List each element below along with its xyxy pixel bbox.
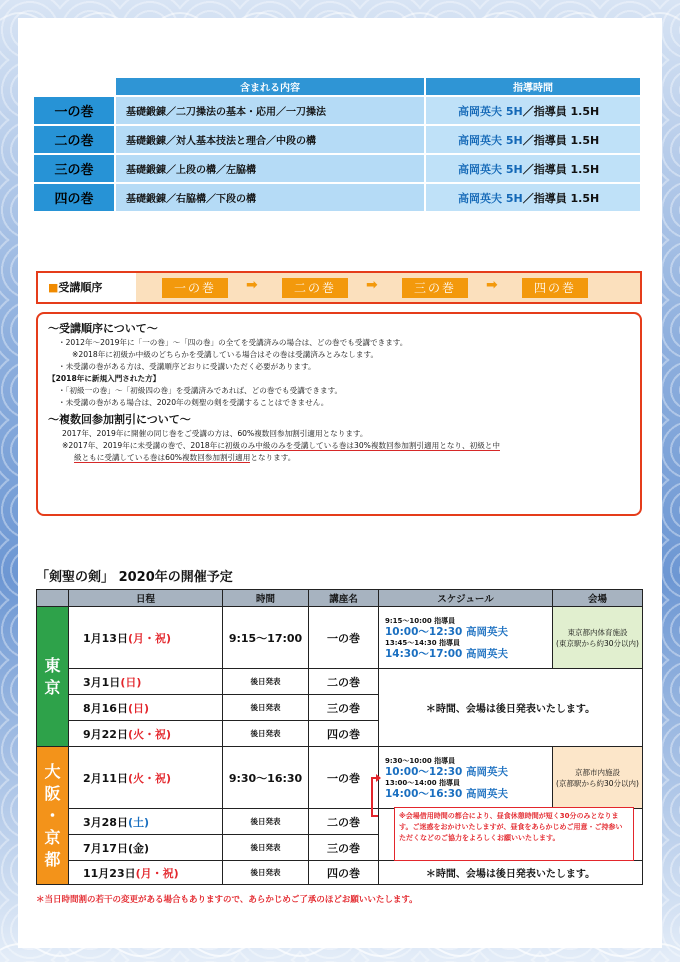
- callout-arrow-icon: [368, 772, 382, 818]
- volume-label: 四の巻: [33, 183, 115, 212]
- schedule-cell: 9:30～10:00 指導員 10:00～12:30 高岡英夫 13:00～14:00 指導員 14:00～16:30 高岡英夫: [379, 747, 553, 809]
- note-text: ・未受講の巻がある場合は、2020年の剣聖の剣を受講することはできません。: [58, 398, 329, 407]
- order-step-1: 一の巻: [162, 278, 228, 298]
- note-text: ※2018年に初級か中級のどちらかを受講している場合はその巻は受講済みとみなします。: [72, 350, 379, 359]
- order-step-4: 四の巻: [522, 278, 588, 298]
- volume-hours: [425, 183, 641, 212]
- volume-hours: [425, 154, 641, 183]
- volume-label: 二の巻: [33, 125, 115, 154]
- note-text: 級ともに受講している巻は60%複数回参加割引適用となります。: [74, 453, 296, 462]
- course-cell: 三の巻: [309, 695, 379, 721]
- schedule-title: 「剣聖の剣」 2020年の開催予定: [36, 570, 233, 585]
- header-schedule: スケジュール: [379, 590, 553, 607]
- volume-content: 基礎鍛錬／対人基本技法と理合／中段の構: [115, 125, 425, 154]
- volume-hours: [425, 96, 641, 125]
- date-cell: 3月28日(土): [69, 809, 223, 835]
- schedule-cell: 9:15～10:00 指導員 10:00～12:30 高岡英夫 13:45～14:30 指導員 14:30～17:00 高岡英夫: [379, 607, 553, 669]
- note-text: ・未受講の巻がある方は、受講順序どおりに受講いただく必要があります。: [58, 362, 316, 371]
- notes-box: [36, 312, 642, 516]
- contents-table: [32, 76, 642, 213]
- contents-row: [33, 183, 641, 212]
- course-order-band: [136, 273, 640, 302]
- course-cell: 一の巻: [309, 747, 379, 809]
- arrow-right-icon: ➡: [366, 277, 378, 293]
- assistant-hours: ／指導員 1.5H: [522, 133, 600, 147]
- table-row: [37, 607, 643, 669]
- underlined-text: 級ともに受講している巻は60%複数回参加割引適用: [74, 453, 251, 462]
- volume-label: 三の巻: [33, 154, 115, 183]
- table-row: [37, 861, 643, 885]
- course-order-label: ■受講順序: [48, 281, 103, 294]
- schedule-header-row: [37, 590, 643, 607]
- date-cell: 1月13日(月・祝): [69, 607, 223, 669]
- contents-row: [33, 96, 641, 125]
- contents-header-row: [33, 77, 641, 96]
- date-cell: 11月23日(月・祝): [69, 861, 223, 885]
- square-bullet-icon: ■: [48, 281, 59, 294]
- header-date: 日程: [69, 590, 223, 607]
- header-course: 講座名: [309, 590, 379, 607]
- volume-hours: [425, 125, 641, 154]
- footnote: ＊当日時間割の若干の変更がある場合もありますので、あらかじめご了承のほどお願いいたします。: [36, 895, 418, 905]
- note-text: ・「初級一の巻」～「初級四の巻」を受講済みであれば、どの巻でも受講できます。: [58, 386, 343, 395]
- contents-row: [33, 154, 641, 183]
- note-text: ・2012年～2019年に「一の巻」～「四の巻」の全てを受講済みの場合は、どの巻でも受講できます。: [58, 338, 408, 347]
- date-cell: 3月1日(日): [69, 669, 223, 695]
- wave-decoration-bottom: [0, 930, 680, 962]
- instructor-hours: 高岡英夫 5H: [458, 104, 523, 118]
- order-step-2: 二の巻: [282, 278, 348, 298]
- course-cell: 四の巻: [309, 721, 379, 747]
- city-tokyo: 東 京: [37, 607, 69, 747]
- header-venue: 会場: [553, 590, 643, 607]
- volume-content: 基礎鍛錬／二刀操法の基本・応用／一刀操法: [115, 96, 425, 125]
- course-cell: 二の巻: [309, 809, 379, 835]
- time-cell: 後日発表: [223, 835, 309, 861]
- course-cell: 三の巻: [309, 835, 379, 861]
- time-cell: 後日発表: [223, 695, 309, 721]
- contents-header-content: 含まれる内容: [115, 77, 425, 96]
- date-cell: 2月11日(火・祝): [69, 747, 223, 809]
- volume-content: 基礎鍛錬／上段の構／左脇構: [115, 154, 425, 183]
- assistant-hours: ／指導員 1.5H: [522, 191, 600, 205]
- course-order-strip: [36, 271, 642, 304]
- date-cell: 8月16日(日): [69, 695, 223, 721]
- course-cell: 一の巻: [309, 607, 379, 669]
- instructor-hours: 高岡英夫 5H: [458, 162, 523, 176]
- volume-content: 基礎鍛錬／右脇構／下段の構: [115, 183, 425, 212]
- venue-cell: 京都市内施設 (京都駅から約30分以内): [553, 747, 643, 809]
- note-text: ※2017年、2019年に未受講の巻で、2018年に初級のみ中級のみを受講している巻は30%複数回参加割引適用となり、初級と中: [62, 441, 500, 450]
- instructor-hours: 高岡英夫 5H: [458, 191, 523, 205]
- tba-cell: ＊時間、会場は後日発表いたします。: [379, 669, 643, 747]
- assistant-hours: ／指導員 1.5H: [522, 104, 600, 118]
- discount-notes-heading: ～複数回参加割引について～: [48, 413, 191, 426]
- note-subheading: 【2018年に新規入門された方】: [48, 374, 161, 383]
- lunch-warning: ※会場借用時間の都合により、昼食休憩時間が短く30分のみとなります。ご迷惑をおかけいたしますが、昼食をあらかじめご用意・ご持参いただくなどのご協力をよろしくお願いいたします。: [394, 807, 634, 861]
- instructor-hours: 高岡英夫 5H: [458, 133, 523, 147]
- table-row: [37, 669, 643, 695]
- time-cell: 後日発表: [223, 809, 309, 835]
- table-row: [37, 747, 643, 809]
- date-cell: 9月22日(火・祝): [69, 721, 223, 747]
- time-cell: 9:30～16:30: [223, 747, 309, 809]
- date-cell: 7月17日(金): [69, 835, 223, 861]
- arrow-right-icon: ➡: [486, 277, 498, 293]
- contents-header-time: 指導時間: [425, 77, 641, 96]
- underlined-text: 2018年に初級のみ中級のみを受講している巻は30%複数回参加割引適用: [190, 441, 440, 450]
- note-text: 2017年、2019年に開催の同じ巻をご受講の方は、60%複数回参加割引適用となります。: [62, 429, 368, 438]
- tba-cell: ＊時間、会場は後日発表いたします。: [379, 861, 643, 885]
- assistant-hours: ／指導員 1.5H: [522, 162, 600, 176]
- contents-corner: [33, 77, 115, 96]
- time-cell: 9:15～17:00: [223, 607, 309, 669]
- course-cell: 四の巻: [309, 861, 379, 885]
- volume-label: 一の巻: [33, 96, 115, 125]
- order-notes-heading: ～受講順序について～: [48, 322, 158, 335]
- time-cell: 後日発表: [223, 861, 309, 885]
- venue-cell: 東京都内体育施設 (東京駅から約30分以内): [553, 607, 643, 669]
- city-osaka-kyoto: 大 阪 ・ 京 都: [37, 747, 69, 885]
- header-time: 時間: [223, 590, 309, 607]
- contents-row: [33, 125, 641, 154]
- time-cell: 後日発表: [223, 669, 309, 695]
- time-cell: 後日発表: [223, 721, 309, 747]
- arrow-right-icon: ➡: [246, 277, 258, 293]
- course-cell: 二の巻: [309, 669, 379, 695]
- order-step-3: 三の巻: [402, 278, 468, 298]
